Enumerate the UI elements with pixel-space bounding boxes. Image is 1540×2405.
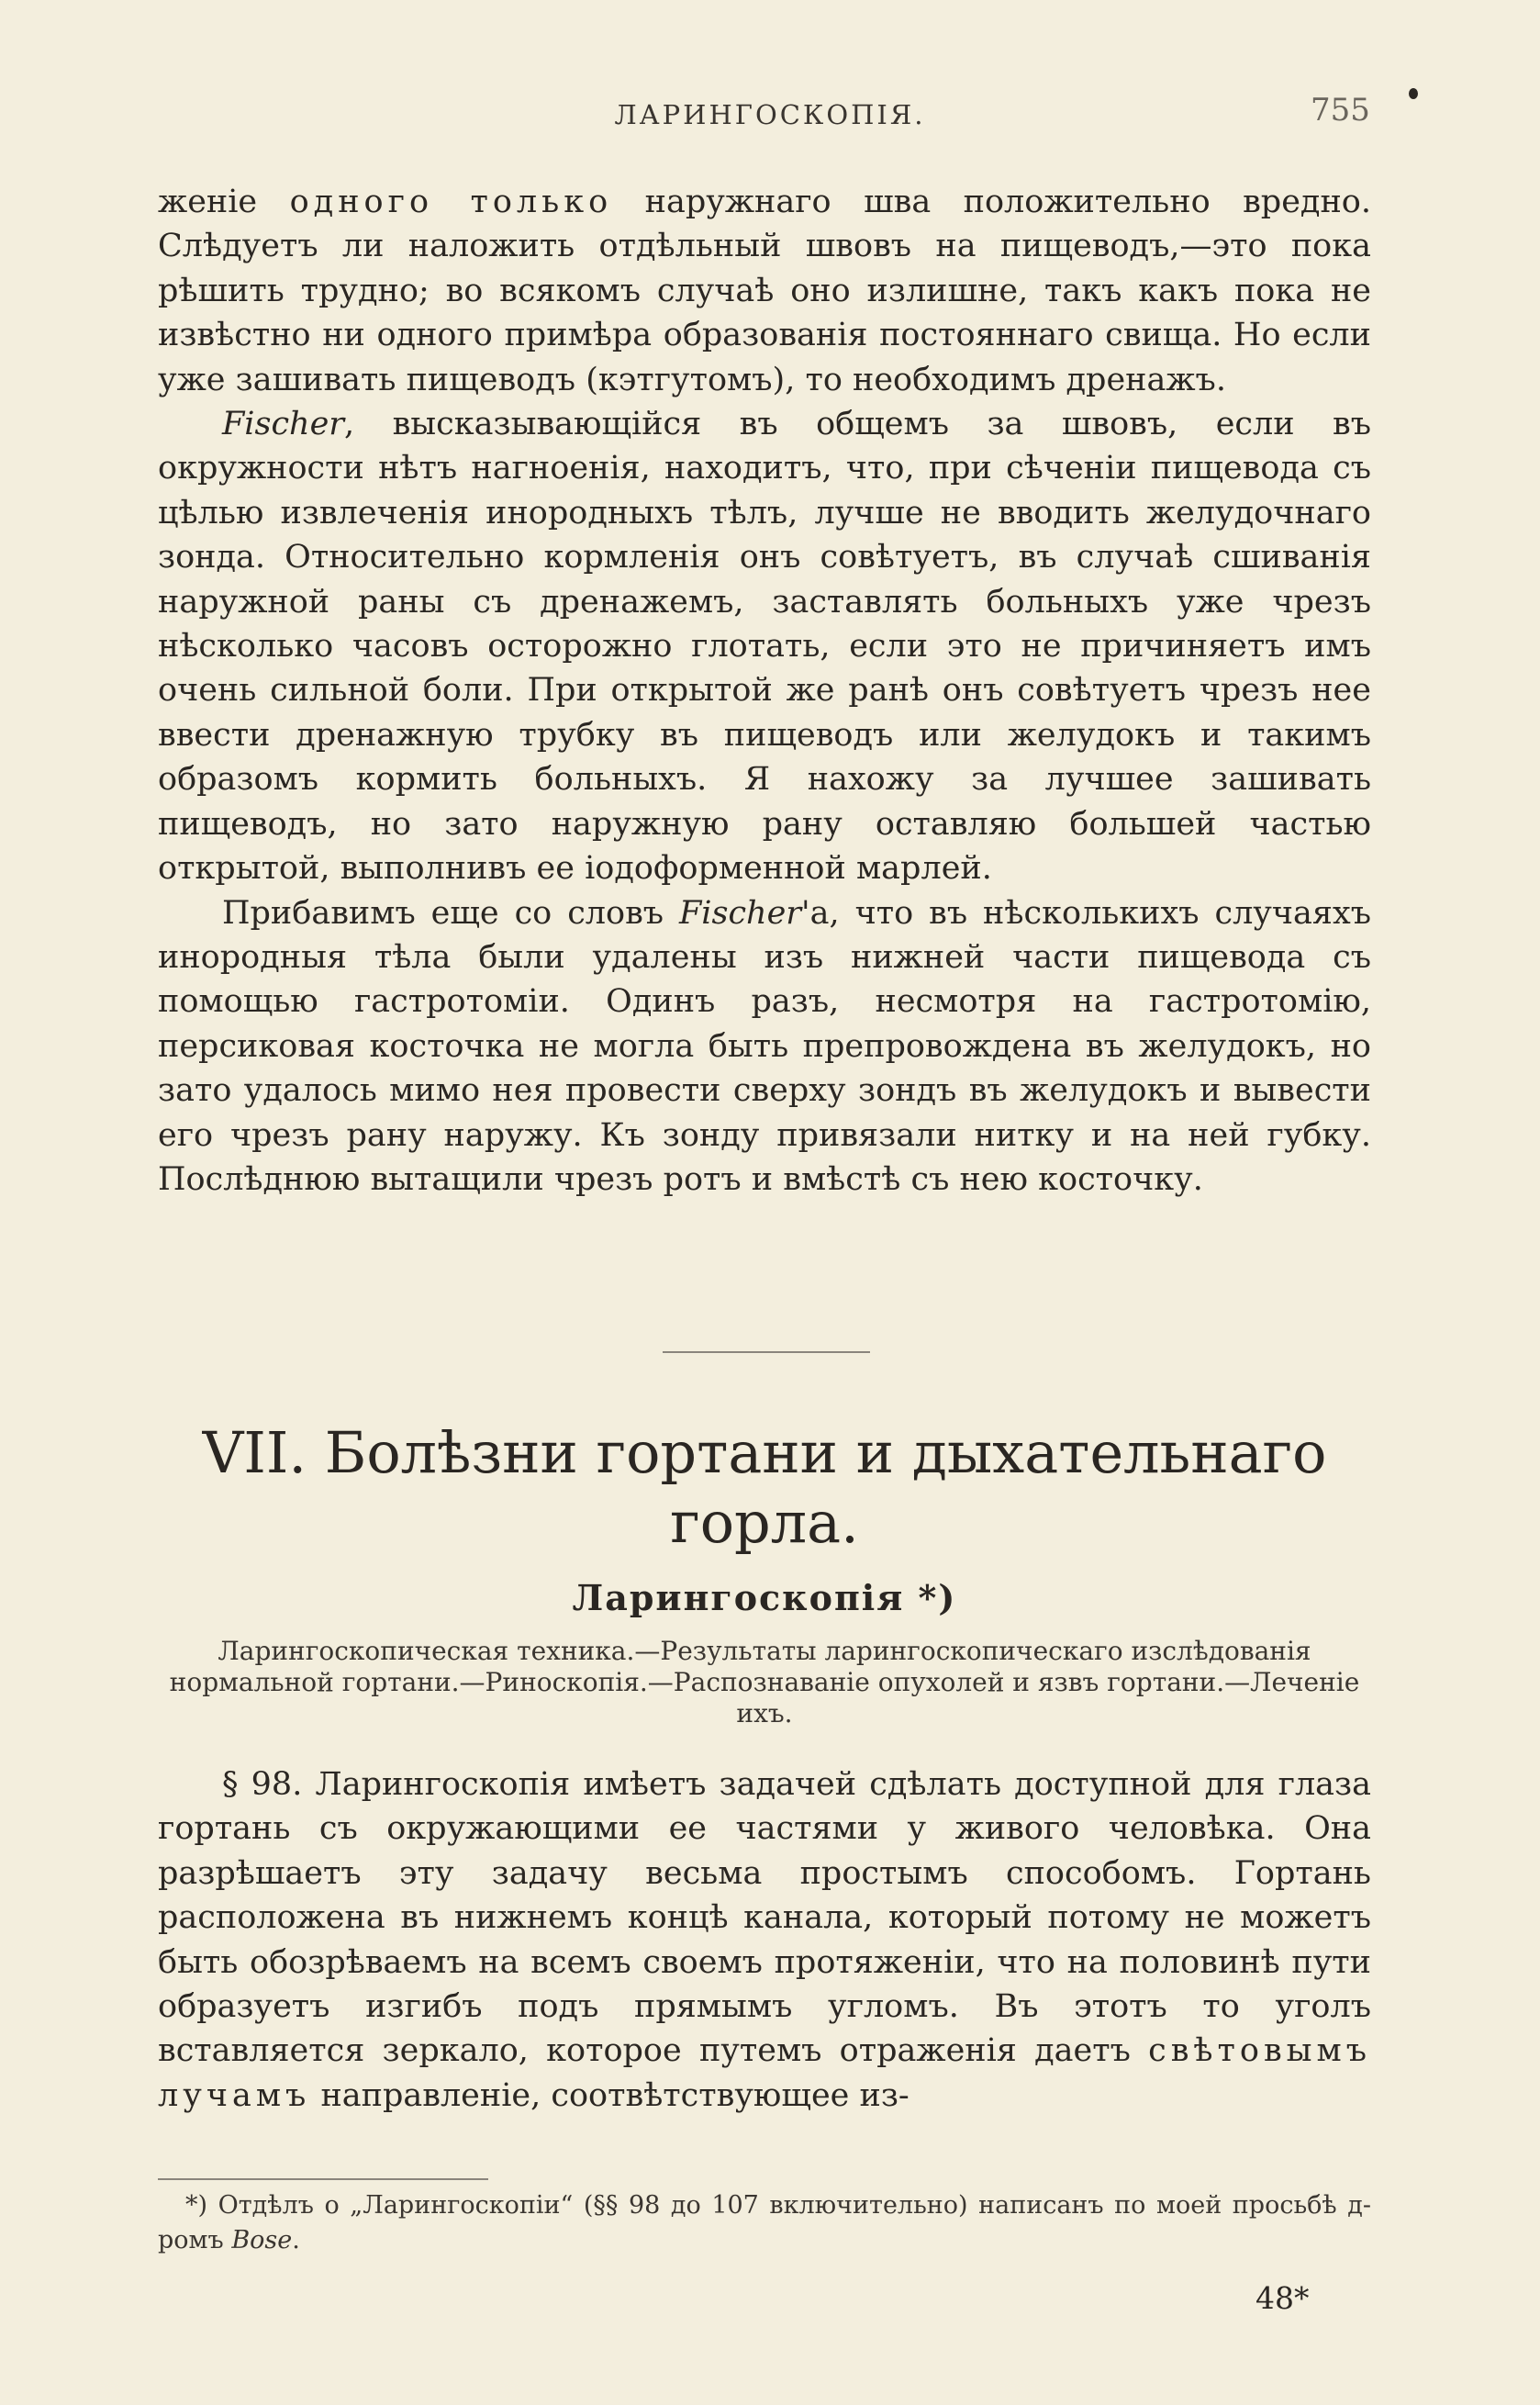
body-text-bottom [158, 1762, 1371, 2118]
chapter-title-line-2: горла. [670, 1489, 859, 1556]
p2-rest: , высказывающійся въ общемъ за швовъ, если въ окружности нѣтъ нагноенія, находитъ, что, при сѣченіи пищевода съ цѣлью извлеченія инородныхъ тѣлъ, лучше не вводить желудочнаго зонда. Относительно кормленія онъ совѣтуетъ, въ случаѣ сшиванія наружной раны съ дренажемъ, заставлять больныхъ уже чрезъ нѣсколько часовъ осторожно глотать, если это не причиняетъ имъ очень сильной боли. При открытой же ранѣ онъ совѣтуетъ чрезъ нее ввести дренажную трубку въ пищеводъ или желудокъ и такимъ образомъ кормить больныхъ. Я нахожу за лучшее зашивать пищеводъ, но зато наружную рану оставляю большей частью открытой, выполнивъ ее іодоформенной марлей. [158, 406, 1371, 888]
p3-rest: 'а, что въ нѣсколькихъ случаяхъ инородныя тѣла были удалены изъ нижней части пищевода съ помощью гастротоміи. Одинъ разъ, несмотря на гастротомію, персиковая косточка не могла быть препровождена въ желудокъ, но зато удалось мимо нея провести сверху зондъ въ желудокъ и вывести его чрезъ рану наружу. Къ зонду привязали нитку и на ней губку. Послѣднюю вытащили чрезъ ротъ и вмѣстѣ съ нею косточку. [158, 894, 1371, 1198]
footnote [158, 2188, 1371, 2258]
chapter-title [158, 1418, 1371, 1558]
p1-rest: наружнаго шва положительно вредно. Слѣдуетъ ли наложить отдѣльный швовъ на пищеводъ,—это пока рѣшить трудно; во всякомъ случаѣ оно излишне, такъ какъ пока не извѣстно ни одного примѣра образованія постояннаго свища. Но если уже зашивать пищеводъ (кэтгутомъ), то необходимъ дренажъ. [158, 184, 1371, 398]
body-text-top [158, 180, 1371, 1202]
section-title: Ларингоскопія *) [572, 1577, 957, 1618]
author-name: Fischer [222, 406, 345, 443]
footnote-rule [158, 2178, 488, 2180]
running-head: ЛАРИНГОСКОПІЯ. [614, 99, 926, 130]
p1-start: женіе [158, 184, 290, 220]
section-summary: Ларингоскопическая техника.—Результаты ларингоскопическаго изслѣдованія нормальной гортани.—Риноскопія.—Распознаваніе опухолей и язвъ гортани.—Леченіе ихъ. [169, 1636, 1360, 1728]
signature-mark: 48* [1255, 2280, 1310, 2316]
footnote-end: . [292, 2226, 300, 2254]
section-divider [663, 1351, 870, 1353]
ink-dot [1409, 88, 1418, 99]
p98-spaced: свѣтовымъ лучамъ [158, 2032, 1371, 2114]
paragraph-1 [158, 180, 1371, 402]
page-number: 755 [1311, 92, 1370, 129]
footnote-author: Bose [231, 2226, 293, 2254]
p3-start: Прибавимъ еще со словъ [222, 894, 680, 932]
paragraph-98 [158, 1762, 1371, 2118]
paragraph-2 [158, 402, 1371, 890]
p1-spaced: одного только [289, 184, 613, 220]
footnote-text: *) Отдѣлъ о „Ларингоскопіи“ (§§ 98 до 107 включительно) написанъ по моей просьбѣ д-ромъ [158, 2191, 1371, 2254]
p98-start: § 98. Ларингоскопія имѣетъ задачей сдѣлать доступной для глаза гортань съ окружающими ее частями у живого человѣка. Она разрѣшаетъ эту задачу весьма простымъ способомъ. Гортань расположена въ нижнемъ концѣ канала, который потому не можетъ быть обозрѣваемъ на всемъ своемъ протяженіи, что на половинѣ пути образуетъ изгибъ подъ прямымъ угломъ. Въ этотъ то уголъ вставляется зеркало, которое путемъ отраженія даетъ [158, 1766, 1371, 2070]
chapter-title-line-1: VII. Болѣзни гортани и дыхательнаго [202, 1419, 1327, 1486]
paragraph-3 [158, 891, 1371, 1202]
author-name-2: Fischer [679, 894, 802, 932]
p98-rest: направленіе, соотвѣтствующее из- [310, 2076, 909, 2114]
